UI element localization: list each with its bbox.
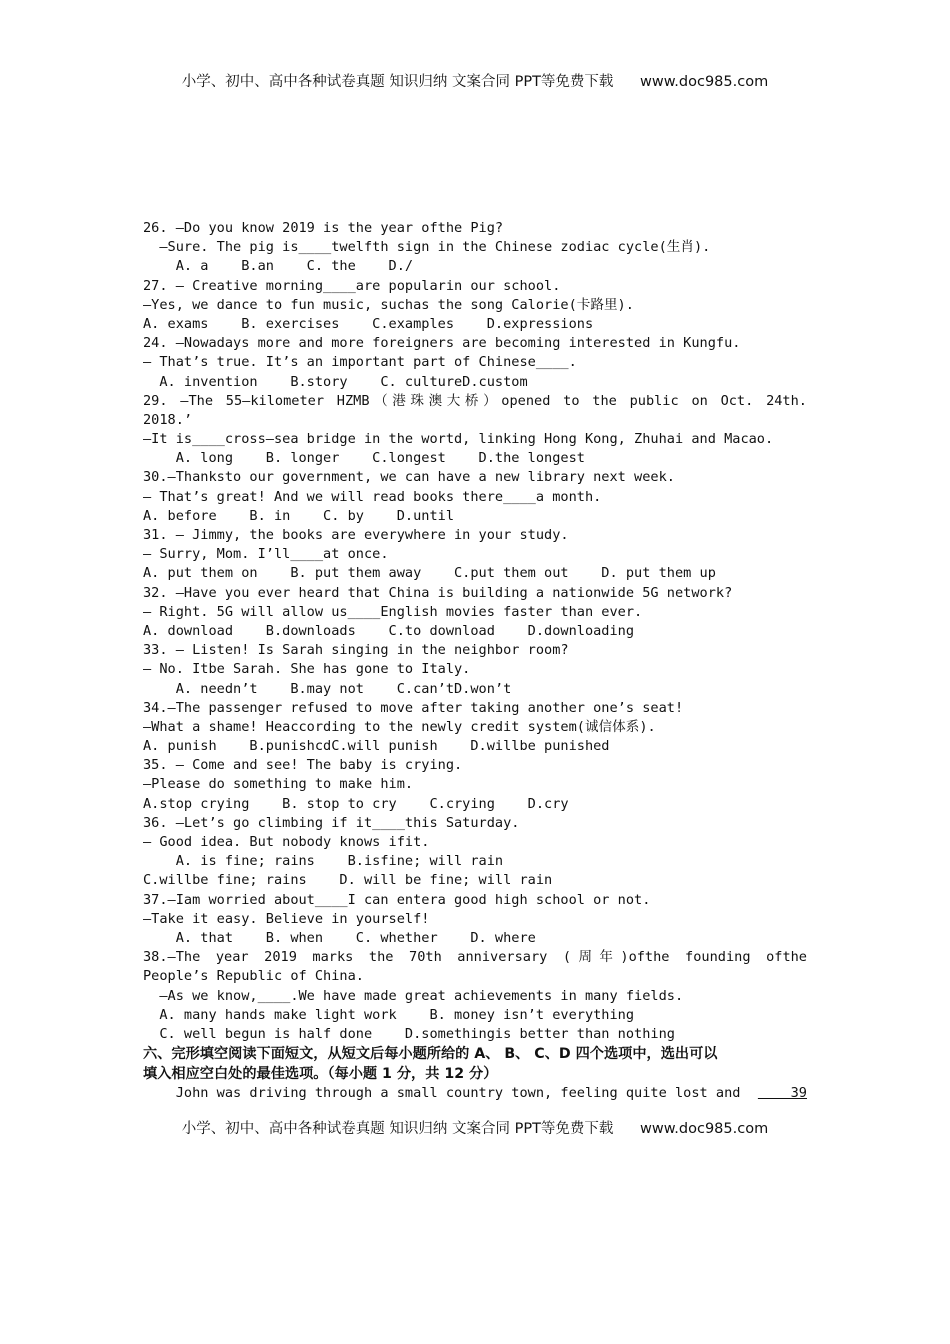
q27-options: A. exams B. exercises C.examples D.expressions	[143, 315, 594, 332]
q29-stem-cont: 2018.’	[143, 411, 193, 428]
q30-stem: 30.—Thanksto our government, we can have a new library next week.	[143, 469, 675, 486]
header-site-link[interactable]: www.doc985.com	[640, 74, 769, 90]
page-header	[0, 70, 950, 91]
section6-heading: 六、完形填空阅读下面短文，从短文后每小题所给的 A、 B、 C、D 四个选项中，选出可以	[143, 1046, 718, 1063]
q24-response: — That’s true. It’s an important part of Chinese____.	[143, 354, 577, 371]
q29-response: —It is____cross—sea bridge in the wortd, linking Hong Kong, Zhuhai and Macao.	[143, 431, 774, 448]
q24-options: A. invention B.story C. cultureD.custom	[143, 373, 528, 390]
q36-options-cd: C.willbe fine; rains D. will be fine; will rain	[143, 872, 553, 889]
q31-response: — Surry, Mom. I’ll____at once.	[143, 546, 389, 563]
footer-site-link[interactable]: www.doc985.com	[640, 1121, 769, 1137]
q37-response: —Take it easy. Believe in yourself!	[143, 910, 430, 927]
q32-stem: 32. —Have you ever heard that China is building a nationwide 5G network?	[143, 584, 733, 601]
q33-response: — No. Itbe Sarah. She has gone to Italy.	[143, 661, 471, 678]
q29-options: A. long B. longer C.longest D.the longest	[143, 450, 585, 467]
q36-options-ab: A. is fine; rains B.isfine; will rain	[143, 853, 504, 870]
q33-options: A. needn’t B.may not C.can’tD.won’t	[143, 680, 512, 697]
q35-response: —Please do something to make him.	[143, 776, 414, 793]
q31-stem: 31. — Jimmy, the books are everywhere in your study.	[143, 527, 569, 543]
q36-response: — Good idea. But nobody knows ifit.	[143, 834, 430, 850]
q37-options: A. that B. when C. whether D. where	[143, 929, 536, 946]
q38-response: —As we know,____.We have made great achievements in many fields.	[143, 987, 684, 1004]
passage-first-line	[143, 1084, 807, 1103]
q38-stem-cont: People’s Republic of China.	[143, 968, 364, 985]
q34-options: A. punish B.punishcdC.will punish D.willbe punished	[143, 738, 610, 755]
q27-response: —Yes, we dance to fun music, suchas the song Calorie(卡路里).	[143, 296, 634, 313]
q35-stem: 35. — Come and see! The baby is crying.	[143, 757, 463, 774]
q26-stem: 26. —Do you know 2019 is the year ofthe Pig?	[143, 220, 504, 236]
q32-response: — Right. 5G will allow us____English movies faster than ever.	[143, 603, 643, 620]
header-text: 小学、初中、高中各种试卷真题 知识归纳 文案合同 PPT等免费下载	[181, 74, 614, 90]
footer-text: 小学、初中、高中各种试卷真题 知识归纳 文案合同 PPT等免费下载	[181, 1121, 614, 1137]
q35-options: A.stop crying B. stop to cry C.crying D.cry	[143, 795, 569, 812]
question-list	[143, 219, 807, 1103]
q38-options-cd: C. well begun is half done D.somethingis better than nothing	[143, 1025, 675, 1042]
q24-stem: 24. —Nowadays more and more foreigners are becoming interested in Kungfu.	[143, 335, 741, 352]
q37-stem: 37.—Iam worried about____I can entera good high school or not.	[143, 891, 651, 908]
q32-options: A. download B.downloads C.to download D.downloading	[143, 622, 635, 639]
q33-stem: 33. — Listen! Is Sarah singing in the neighbor room?	[143, 642, 569, 659]
q26-response: —Sure. The pig is____twelfth sign in the Chinese zodiac cycle(生肖).	[143, 239, 711, 256]
q34-stem: 34.—The passenger refused to move after taking another one’s seat!	[143, 699, 684, 716]
q30-response: — That’s great! And we will read books there____a month.	[143, 488, 602, 505]
q30-options: A. before B. in C. by D.until	[143, 507, 454, 524]
q34-response: —What a shame! Heaccording to the newly credit system(诚信体系).	[143, 718, 656, 735]
q38-options-ab: A. many hands make light work B. money isn’t everything	[143, 1006, 635, 1023]
page-footer	[0, 1117, 950, 1138]
blank-39: 39	[757, 1085, 807, 1102]
q36-stem: 36. —Let’s go climbing if it____this Saturday.	[143, 814, 520, 831]
q27-stem: 27. — Creative morning____are popularin our school.	[143, 277, 561, 294]
q26-options: A. a B.an C. the D./	[143, 258, 414, 275]
q38-stem: 38.—The year 2019 marks the 70th anniversary (周年)ofthe founding ofthe	[143, 949, 807, 966]
passage-text: John was driving through a small country town, feeling quite lost and	[143, 1085, 741, 1102]
section6-instructions: 填入相应空白处的最佳选项。（每小题 1 分，共 12 分）	[143, 1066, 498, 1083]
q29-stem: 29. —The 55—kilometer HZMB（港珠澳大桥）opened to the public on Oct. 24th.	[143, 392, 807, 409]
q31-options: A. put them on B. put them away C.put them out D. put them up	[143, 565, 716, 582]
